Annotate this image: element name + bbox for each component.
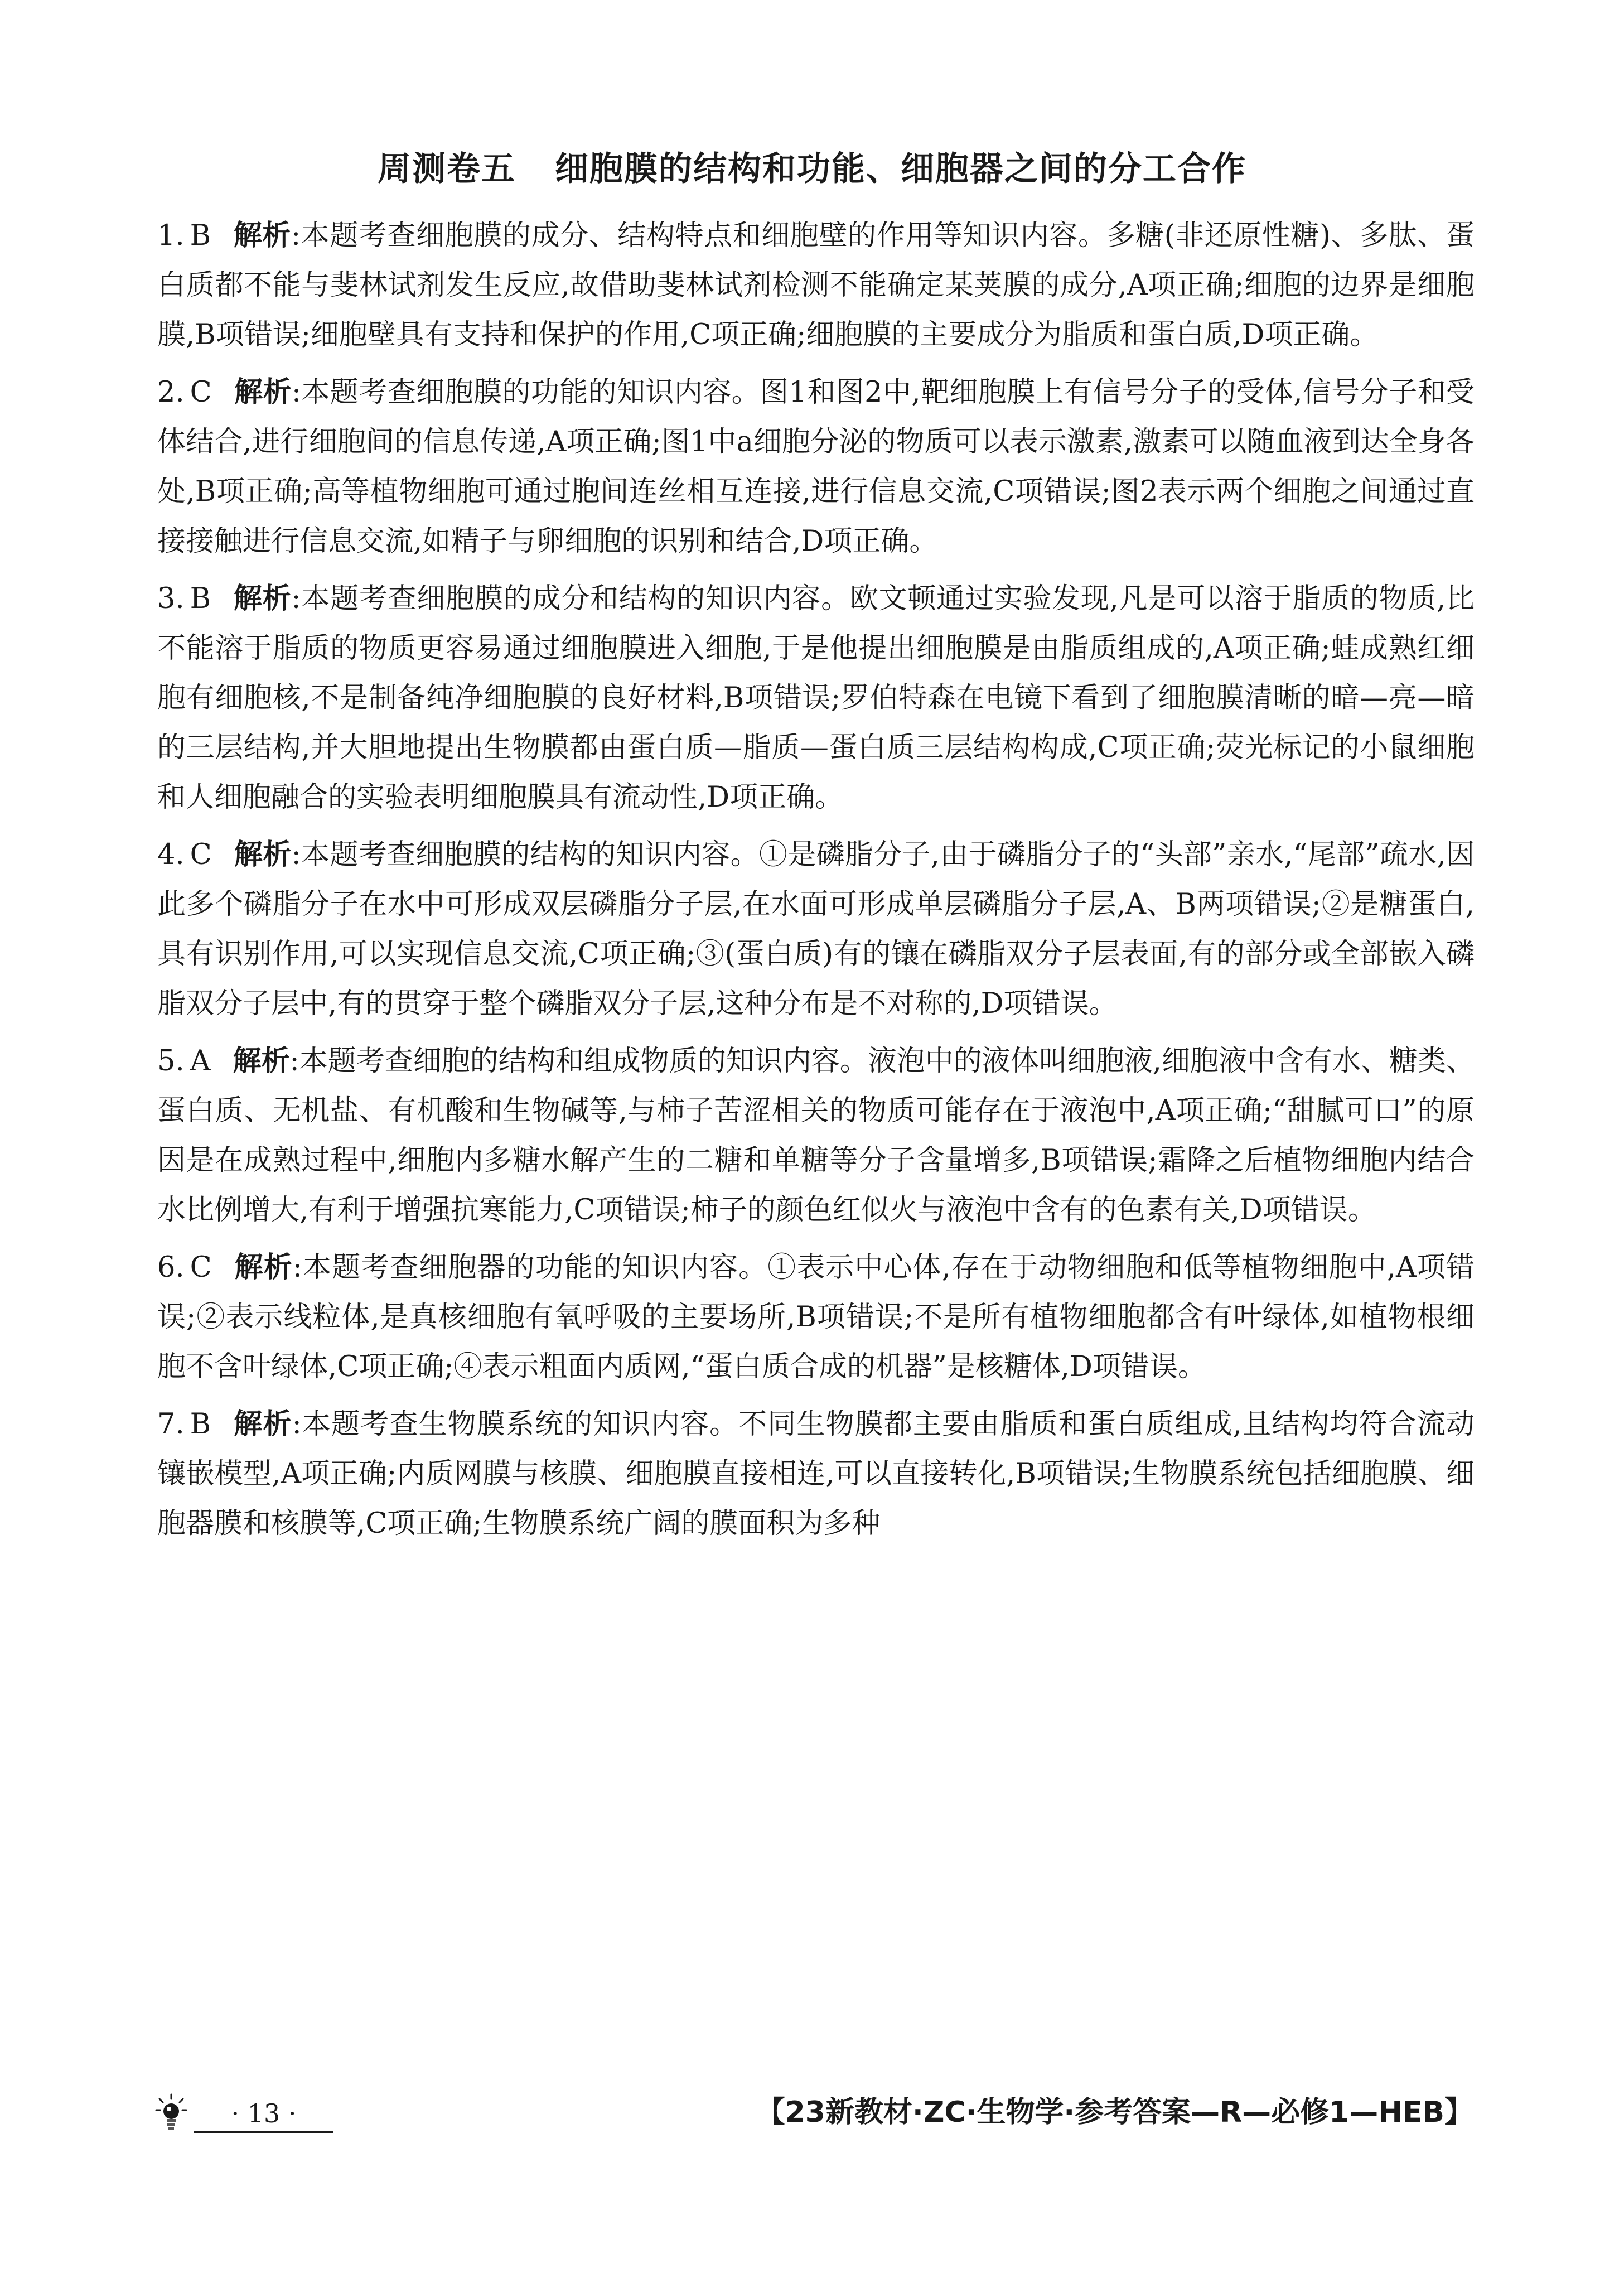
item-text: :本题考查细胞膜的功能的知识内容。图1和图2中,靶细胞膜上有信号分子的受体,信号分子和受体结合,进行细胞间的信息传递,A项正确;图1中a细胞分泌的物质可以表示激素,激素可以随血液到达全身各处,B项正确;高等植物细胞可通过胞间连丝相互连接,进行信息交流,C项错误;图2表示两个细胞之间通过直接接触进行信息交流,如精子与卵细胞的识别和结合,D项正确。 (157, 376, 1475, 558)
item-answer: C (190, 1251, 212, 1284)
item-number: 2. (157, 376, 185, 409)
item-text: :本题考查细胞膜的成分、结构特点和细胞壁的作用等知识内容。多糖(非还原性糖)、多肽、蛋白质都不能与斐林试剂发生反应,故借助斐林试剂检测不能确定某荚膜的成分,A项正确;细胞的边界是细胞膜,B项错误;细胞壁具有支持和保护的作用,C项正确;细胞膜的主要成分为脂质和蛋白质,D项正确。 (157, 219, 1475, 351)
answer-item (157, 1399, 1475, 1548)
item-label: 解析 (233, 1045, 290, 1078)
answer-book-tag: 【23新教材·ZC·生物学·参考答案—R—必修1—HEB】 (756, 2096, 1473, 2129)
item-text: :本题考查细胞器的功能的知识内容。①表示中心体,存在于动物细胞和低等植物细胞中,A项错误;②表示线粒体,是真核细胞有氧呼吸的主要场所,B项错误;不是所有植物细胞都含有叶绿体,如植物根细胞不含叶绿体,C项正确;④表示粗面内质网,“蛋白质合成的机器”是核糖体,D项错误。 (157, 1251, 1475, 1383)
answer-item (157, 1243, 1475, 1392)
item-answer: B (190, 1408, 211, 1441)
answer-item (157, 1036, 1475, 1235)
lightbulb-icon (155, 2093, 187, 2135)
answer-item (157, 211, 1475, 360)
item-number: 1. (157, 219, 185, 252)
item-text: :本题考查生物膜系统的知识内容。不同生物膜都主要由脂质和蛋白质组成,且结构均符合流动镶嵌模型,A项正确;内质网膜与核膜、细胞膜直接相连,可以直接转化,B项错误;生物膜系统包括细胞膜、细胞器膜和核膜等,C项正确;生物膜系统广阔的膜面积为多种 (157, 1408, 1475, 1540)
item-answer: B (190, 582, 211, 615)
item-label: 解析 (234, 376, 292, 409)
item-label: 解析 (234, 838, 292, 871)
item-label: 解析 (233, 1408, 292, 1441)
answer-list (157, 211, 1475, 1556)
item-number: 4. (157, 838, 185, 871)
answer-item (157, 830, 1475, 1029)
item-label: 解析 (234, 1251, 293, 1284)
item-answer: C (190, 376, 212, 409)
page-number: · 13 · (194, 2096, 334, 2133)
item-text: :本题考查细胞膜的成分和结构的知识内容。欧文顿通过实验发现,凡是可以溶于脂质的物质,比不能溶于脂质的物质更容易通过细胞膜进入细胞,于是他提出细胞膜是由脂质组成的,A项正确;蛙成熟红细胞有细胞核,不是制备纯净细胞膜的良好材料,B项错误;罗伯特森在电镜下看到了细胞膜清晰的暗—亮—暗的三层结构,并大胆地提出生物膜都由蛋白质—脂质—蛋白质三层结构构成,C项正确;荧光标记的小鼠细胞和人细胞融合的实验表明细胞膜具有流动性,D项正确。 (157, 582, 1475, 814)
item-text: :本题考查细胞的结构和组成物质的知识内容。液泡中的液体叫细胞液,细胞液中含有水、糖类、蛋白质、无机盐、有机酸和生物碱等,与柿子苦涩相关的物质可能存在于液泡中,A项正确;“甜腻可口”的原因是在成熟过程中,细胞内多糖水解产生的二糖和单糖等分子含量增多,B项错误;霜降之后植物细胞内结合水比例增大,有利于增强抗寒能力,C项错误;柿子的颜色红似火与液泡中含有的色素有关,D项错误。 (157, 1045, 1475, 1227)
answer-item (157, 368, 1475, 566)
item-number: 7. (157, 1408, 185, 1441)
page-footer-left (155, 2094, 334, 2134)
item-answer: C (190, 838, 212, 871)
item-number: 3. (157, 582, 185, 615)
item-label: 解析 (233, 219, 291, 252)
item-number: 6. (157, 1251, 185, 1284)
item-answer: A (190, 1045, 211, 1078)
item-number: 5. (157, 1045, 185, 1078)
item-label: 解析 (233, 582, 292, 615)
item-answer: B (190, 219, 211, 252)
title-part2: 细胞膜的结构和功能、细胞器之间的分工合作 (555, 149, 1246, 189)
answer-item (157, 574, 1475, 822)
item-text: :本题考查细胞膜的结构的知识内容。①是磷脂分子,由于磷脂分子的“头部”亲水,“尾部”疏水,因此多个磷脂分子在水中可形成双层磷脂分子层,在水面可形成单层磷脂分子层,A、B两项错误;②是糖蛋白,具有识别作用,可以实现信息交流,C项正确;③(蛋白质)有的镶在磷脂双分子层表面,有的部分或全部嵌入磷脂双分子层中,有的贯穿于整个磷脂双分子层,这种分布是不对称的,D项错误。 (157, 838, 1475, 1020)
page-title (0, 142, 1624, 190)
title-part1: 周测卷五 (378, 149, 516, 189)
